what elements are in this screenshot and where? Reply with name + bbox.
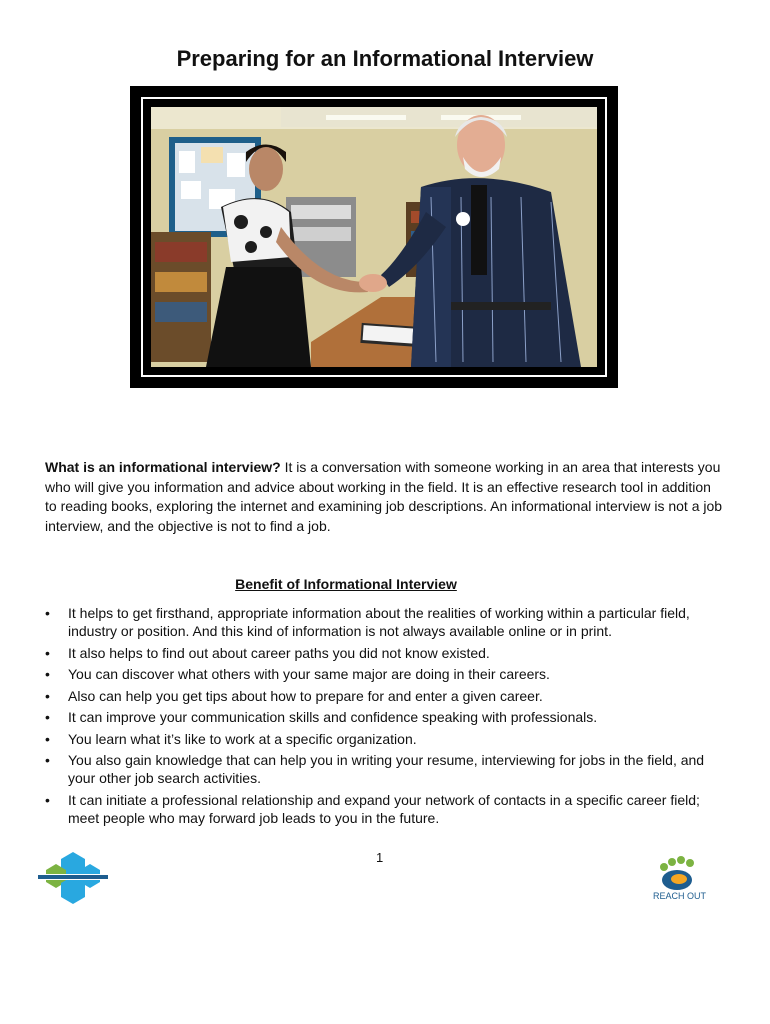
intro-lead: What is an informational interview?	[45, 459, 281, 475]
handshake-photo	[151, 107, 597, 367]
list-item: • It helps to get firsthand, appropriate information about the realities of working within a particular field, industry or position. And this kind of information is not always available online or in print.	[45, 604, 725, 640]
list-item: • You learn what it’s like to work at a specific organization.	[45, 730, 725, 748]
list-item: • It can initiate a professional relationship and expand your network of contacts in a specific career field; meet people who may forward job leads to you in the future.	[45, 791, 725, 827]
list-item: • Also can help you get tips about how to prepare for and enter a given career.	[45, 687, 725, 705]
intro-text: It is a conversation with someone working in an area that interests you who will give you information and advice about working in the field. It is an effective research tool in addition to reading books, exploring the internet and examining job descriptions. An informational interview is not a job interview, and the objective is not to find a job.	[45, 459, 723, 534]
list-item: • You also gain knowledge that can help you in writing your resume, interviewing for jobs in the field, and your other job search activities.	[45, 751, 725, 787]
list-item: • You can discover what others with your same major are doing in their careers.	[45, 665, 725, 683]
reach-out-logo-text: REACH OUT	[653, 891, 707, 901]
photo-frame	[130, 86, 618, 388]
list-item: • It also helps to find out about career paths you did not know existed.	[45, 644, 725, 662]
list-item: • It can improve your communication skills and confidence speaking with professionals.	[45, 708, 725, 726]
page-number: 1	[376, 850, 384, 865]
intro-paragraph	[45, 458, 725, 536]
partner-logo-left	[36, 850, 110, 904]
benefits-list	[45, 604, 725, 830]
page-title: Preparing for an Informational Interview	[176, 46, 594, 71]
benefits-heading: Benefit of Informational Interview	[235, 576, 457, 592]
